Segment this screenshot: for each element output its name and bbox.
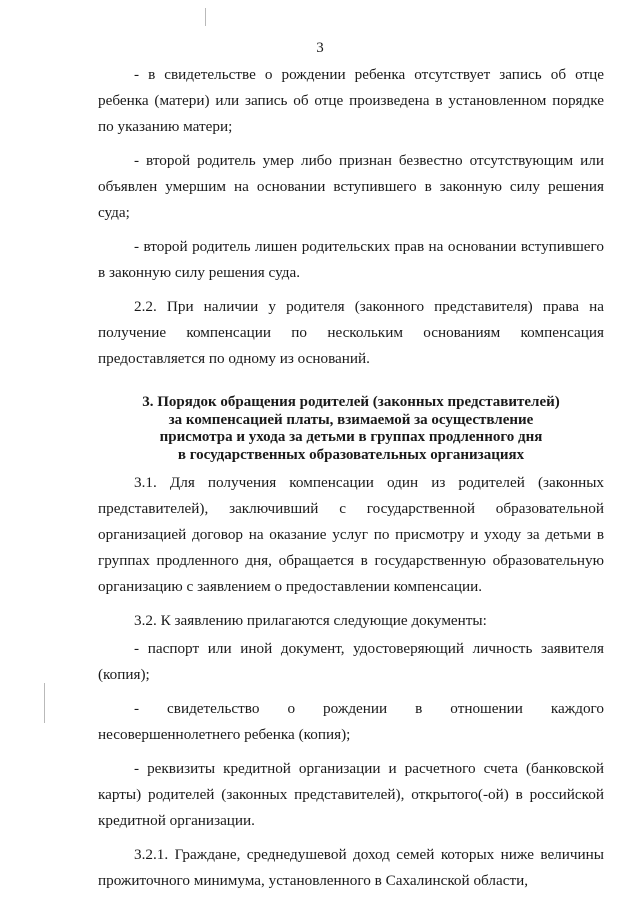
list-item: - второй родитель умер либо признан безвестно отсутствующим или объявлен умершим на основании вступившего в законную силу решения суда; [98, 152, 604, 221]
list-item: - реквизиты кредитной организации и расчетного счета (банковской карты) родителей (законных представителей), открытого(-ой) в российской кредитной организации. [98, 760, 604, 829]
section-heading-line: присмотра и ухода за детьми в группах продленного дня [159, 429, 543, 445]
list-item: - второй родитель лишен родительских прав на основании вступившего в законную силу решения суда. [98, 238, 604, 281]
list-item: - в свидетельстве о рождении ребенка отсутствует запись об отце ребенка (матери) или запись об отце произведена в установленном порядке по указанию матери; [98, 66, 604, 135]
section-heading-line: в государственных образовательных организациях [177, 446, 525, 463]
clause-3-2: 3.2. К заявлению прилагаются следующие документы: [134, 612, 487, 629]
page-number: 3 [316, 40, 324, 56]
scan-artifact-line [44, 683, 45, 723]
clause-2-2: 2.2. При наличии у родителя (законного представителя) права на получение компенсации по нескольким основаниям компенсация предоставляется по одному из оснований. [98, 298, 604, 367]
section-heading [98, 394, 604, 464]
list-item: - паспорт или иной документ, удостоверяющий личность заявителя (копия); [98, 640, 604, 683]
section-heading-line: 3. Порядок обращения родителей (законных представителей) [142, 394, 560, 410]
clause-3-2-1: 3.2.1. Граждане, среднедушевой доход семей которых ниже величины прожиточного минимума, установленного в Сахалинской области, [98, 846, 604, 889]
document-body [98, 62, 604, 902]
clause-3-1: 3.1. Для получения компенсации один из родителей (законных представителей), заключивший с государственной образовательной организацией договор на оказание услуг по присмотру и уходу за детьми в группах продленного дня, обращается в государственную образовательную организацию с заявлением о предоставлении компенсации. [98, 474, 604, 595]
list-item: - свидетельство о рождении в отношении каждого несовершеннолетнего ребенка (копия); [98, 700, 604, 743]
scan-artifact-line [205, 8, 206, 26]
section-heading-line: за компенсацией платы, взимаемой за осуществление [168, 411, 534, 428]
